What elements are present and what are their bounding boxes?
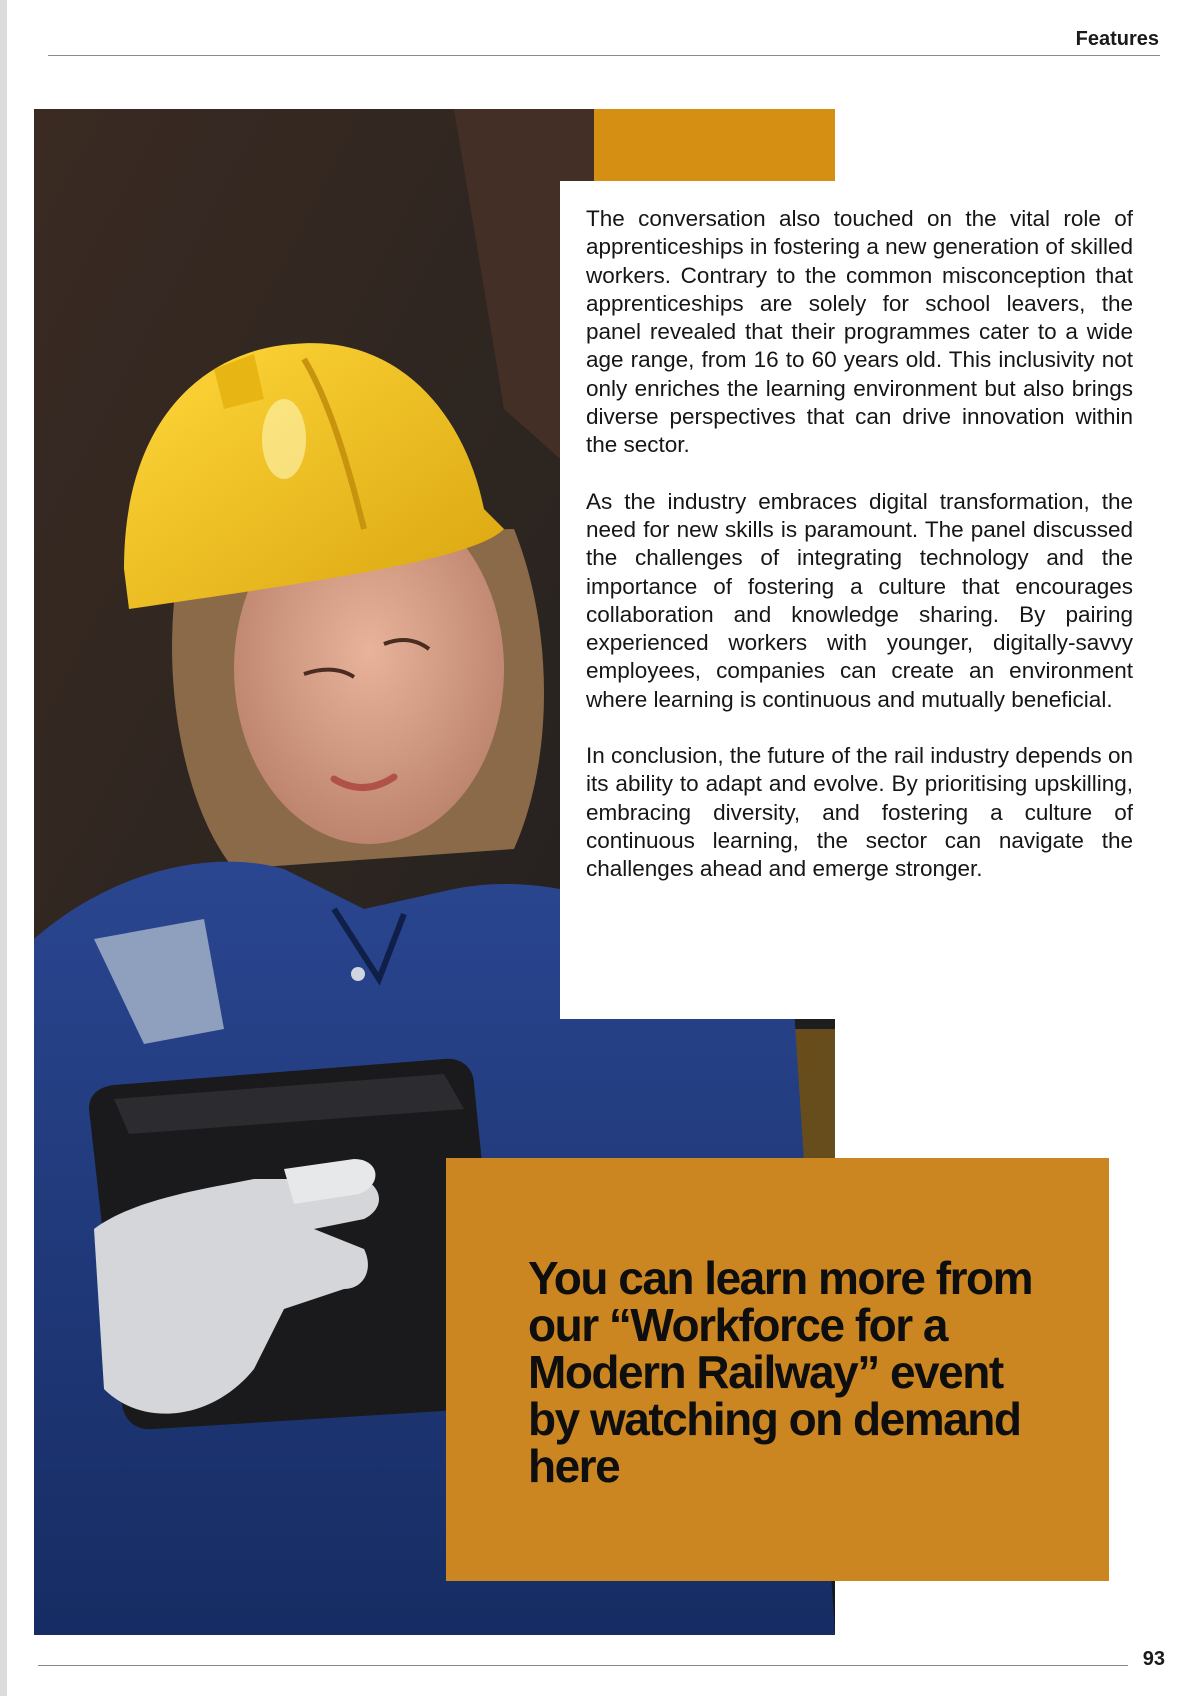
article-text-card: [560, 181, 1146, 1019]
article-paragraph: In conclusion, the future of the rail industry depends on its ability to adapt and evolve. By prioritising upskilling, embracing diversity, and fostering a culture of continuous learning, the sector can navigate the challenges ahead and emerge stronger.: [586, 743, 1133, 882]
on-demand-link-text[interactable]: You can learn more from our “Workforce for a Modern Railway” event by watching on demand here: [528, 1252, 1033, 1492]
section-label: Features: [1075, 28, 1159, 50]
article-paragraph: The conversation also touched on the vital role of apprenticeships in fostering a new generation of skilled workers. Contrary to the common misconception that apprenticeships are solely for school leavers, the panel revealed that their programmes cater to a wide age range, from 16 to 60 years old. This inclusivity not only enriches the learning environment but also brings diverse perspectives that can drive innovation within the sector.: [586, 206, 1133, 458]
header-divider: [48, 55, 1160, 56]
article-paragraph: As the industry embraces digital transformation, the need for new skills is paramount. The panel discussed the challenges of integrating technology and the importance of fostering a culture that encourages collaboration and knowledge sharing. By pairing experienced workers with younger, digitally-savvy employees, companies can create an environment where learning is continuous and mutually beneficial.: [586, 488, 1133, 712]
on-demand-callout[interactable]: [446, 1158, 1109, 1581]
page-edge-strip: [0, 0, 7, 1696]
footer-divider: [38, 1665, 1128, 1666]
page-number: 93: [1142, 1648, 1165, 1670]
